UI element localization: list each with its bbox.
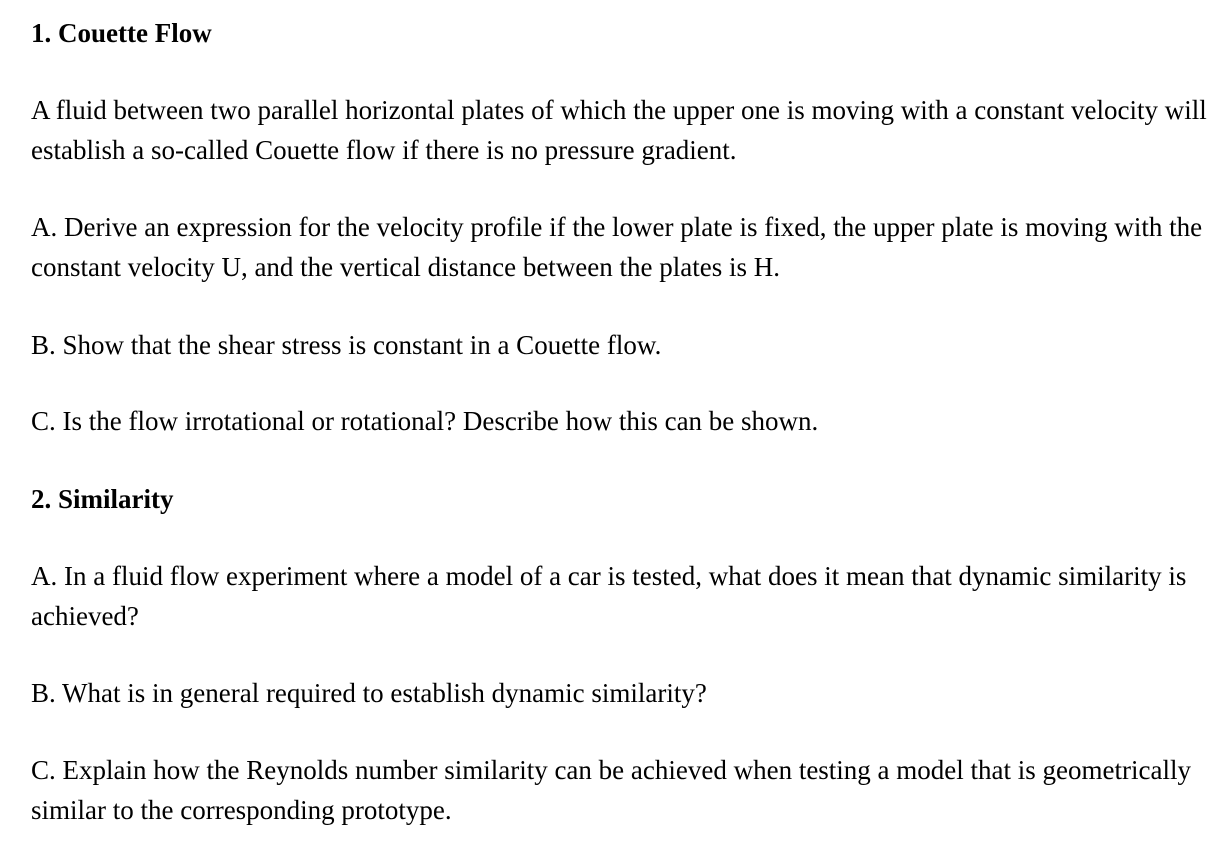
section-heading-couette-flow: 1. Couette Flow xyxy=(31,18,212,48)
similarity-question-c: C. Explain how the Reynolds number similarity can be achieved when testing a model that is geometrically similar to the corresponding prototype. xyxy=(31,755,1191,825)
similarity-question-b: B. What is in general required to establish dynamic similarity? xyxy=(31,678,707,708)
couette-intro-paragraph: A fluid between two parallel horizontal plates of which the upper one is moving with a constant velocity will establish a so-called Couette flow if there is no pressure gradient. xyxy=(31,95,1207,165)
couette-question-c: C. Is the flow irrotational or rotational? Describe how this can be shown. xyxy=(31,406,819,436)
section-heading-similarity: 2. Similarity xyxy=(31,484,174,514)
similarity-question-a: A. In a fluid flow experiment where a model of a car is tested, what does it mean that dynamic similarity is achieved? xyxy=(31,561,1187,631)
couette-question-a: A. Derive an expression for the velocity profile if the lower plate is fixed, the upper plate is moving with the constant velocity U, and the vertical distance between the plates is H. xyxy=(31,212,1203,282)
couette-question-b: B. Show that the shear stress is constant in a Couette flow. xyxy=(31,330,662,360)
